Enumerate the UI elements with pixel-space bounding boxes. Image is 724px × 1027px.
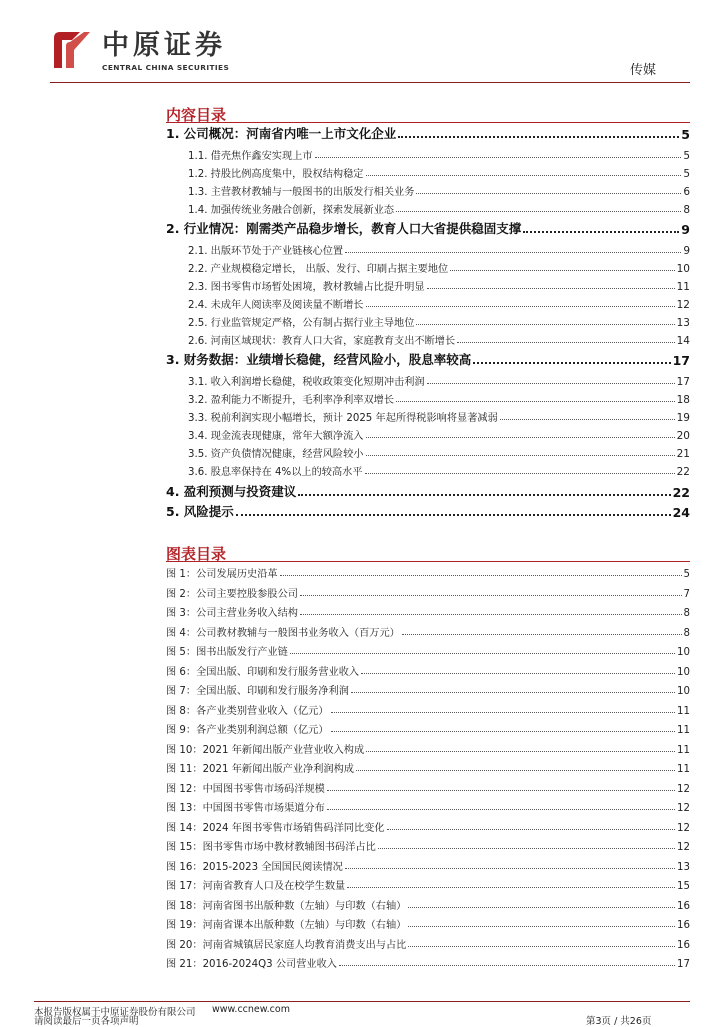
toc-title: 内容目录 (166, 106, 227, 124)
toc-leader-dots (396, 401, 675, 402)
toc-leader-dots (473, 362, 670, 364)
figure-entry-page: 11 (677, 725, 690, 736)
toc-entry-label: 3.5. 资产负债情况健康，经营风险较小 (188, 449, 364, 460)
toc-entry-label: 3.3. 税前利润实现小幅增长，预计 2025 年起所得税影响将显著减弱 (188, 413, 498, 424)
footer-disclaimer: 请阅读最后一页各项声明 (34, 1016, 139, 1027)
toc-section-entry[interactable] (188, 147, 690, 162)
figure-leader-dots (351, 692, 675, 693)
figure-entry[interactable] (166, 877, 690, 892)
toc-leader-dots (427, 383, 675, 384)
toc-entry-page: 20 (676, 430, 690, 442)
figure-entry-label: 图 3：公司主营业务收入结构 (166, 608, 298, 619)
figure-entry[interactable] (166, 780, 690, 795)
header-divider (50, 82, 690, 83)
figure-entry[interactable] (166, 721, 690, 736)
toc-chapter-entry[interactable] (166, 502, 690, 520)
figure-leader-dots (402, 634, 682, 635)
figure-leader-dots (408, 926, 675, 927)
figure-entry-page: 12 (677, 784, 690, 795)
figure-entry[interactable] (166, 916, 690, 931)
figure-entry-page: 12 (677, 842, 690, 853)
figure-leader-dots (366, 751, 675, 752)
toc-entry-label: 2. 行业情况：刚需类产品稳步增长，教育人口大省提供稳固支撑 (166, 221, 522, 236)
figure-entry-label: 图 5：图书出版发行产业链 (166, 647, 288, 658)
figure-entry[interactable] (166, 838, 690, 853)
toc-section-entry[interactable] (188, 427, 690, 442)
figure-leader-dots (290, 653, 675, 654)
figure-entry-page: 10 (677, 686, 690, 697)
toc-leader-dots (315, 157, 682, 158)
toc-leader-dots (416, 193, 681, 194)
toc-leader-dots (366, 455, 675, 456)
toc-entry-page: 21 (676, 448, 690, 460)
toc-leader-dots (523, 231, 679, 233)
figure-entry-label: 图 11：2021 年新闻出版产业净利润构成 (166, 764, 354, 775)
toc-entry-page: 5 (681, 127, 690, 142)
toc-leader-dots (427, 288, 675, 289)
toc-leader-dots (450, 270, 674, 271)
figure-leader-dots (300, 595, 682, 596)
toc-section-entry[interactable] (188, 373, 690, 388)
figure-entry-label: 图 15：图书零售市场中教材教辅图书码洋占比 (166, 842, 376, 853)
toc-entry-label: 2.6. 河南区域现状：教育人口大省，家庭教育支出不断增长 (188, 336, 456, 347)
toc-entry-label: 5. 风险提示 (166, 504, 234, 519)
figure-entry-label: 图 18：河南省图书出版种数（左轴）与印数（右轴） (166, 901, 407, 912)
toc-chapter-entry[interactable] (166, 482, 690, 500)
toc-leader-dots (366, 175, 682, 176)
toc-entry-page: 17 (676, 376, 690, 388)
footer-url[interactable]: www.ccnew.com (212, 1004, 290, 1015)
toc-leader-dots (345, 252, 681, 253)
toc-section-entry[interactable] (188, 260, 690, 275)
figure-entry-page: 16 (677, 940, 690, 951)
figure-entry[interactable] (166, 936, 690, 951)
toc-entry-page: 22 (676, 466, 690, 478)
toc-entry-page: 17 (672, 353, 690, 368)
figure-entry-label: 图 20：河南省城镇居民家庭人均教育消费支出与占比 (166, 940, 407, 951)
page-header (0, 0, 724, 85)
figure-entry-label: 图 6：全国出版、印刷和发行服务营业收入 (166, 667, 360, 678)
toc-section-entry[interactable] (188, 445, 690, 460)
toc-entry-page: 6 (683, 186, 690, 198)
toc-entry-label: 2.5. 行业监管规定严格，公有制占据行业主导地位 (188, 318, 415, 329)
figure-entry-page: 8 (683, 628, 690, 639)
company-logo-icon (50, 28, 94, 72)
figure-entry[interactable] (166, 702, 690, 717)
toc-entry-page: 8 (683, 204, 690, 216)
toc-section-entry[interactable] (188, 201, 690, 216)
toc-entry-label: 3.4. 现金流表现健康，常年大额净流入 (188, 431, 364, 442)
toc-section-entry[interactable] (188, 314, 690, 329)
toc-chapter-entry[interactable] (166, 350, 690, 368)
toc-entry-page: 9 (683, 245, 690, 257)
toc-leader-dots (416, 324, 674, 325)
toc-entry-page: 10 (676, 263, 690, 275)
footer-page-number: 第3页 / 共26页 (586, 1016, 652, 1027)
figure-entry-label: 图 7：全国出版、印刷和发行服务净利润 (166, 686, 349, 697)
figure-leader-dots (408, 946, 675, 947)
figure-entry-page: 16 (677, 901, 690, 912)
toc-leader-dots (366, 306, 675, 307)
toc-entry-label: 2.3. 图书零售市场暂处困境，教材教辅占比提升明显 (188, 282, 425, 293)
brand-name: 中原证券 (102, 30, 226, 61)
figure-entry[interactable] (166, 604, 690, 619)
toc-entry-page: 13 (676, 317, 690, 329)
figure-entry-label: 图 12：中国图书零售市场码洋规模 (166, 784, 325, 795)
figure-entry[interactable] (166, 955, 690, 970)
figure-entry-page: 8 (683, 608, 690, 619)
brand-name-english: CENTRAL CHINA SECURITIES (102, 63, 230, 72)
toc-section-entry[interactable] (188, 409, 690, 424)
figure-entry-page: 10 (677, 667, 690, 678)
footer-copyright: 本报告版权属于中原证券股份有限公司 (34, 1007, 196, 1018)
figure-leader-dots (339, 965, 675, 966)
figures-title: 图表目录 (166, 545, 227, 563)
figure-entry-label: 图 14：2024 年图书零售市场销售码洋同比变化 (166, 823, 385, 834)
figure-leader-dots (331, 712, 676, 713)
toc-entry-page: 18 (676, 394, 690, 406)
toc-leader-dots (396, 211, 681, 212)
toc-entry-page: 11 (676, 281, 690, 293)
toc-entry-page: 5 (683, 168, 690, 180)
figure-entry-page: 5 (683, 569, 690, 580)
toc-entry-page: 5 (683, 150, 690, 162)
figure-entry-label: 图 16：2015-2023 全国国民阅读情况 (166, 862, 343, 873)
toc-leader-dots (298, 494, 670, 496)
figure-entry-label: 图 9：各产业类别利润总额（亿元） (166, 725, 329, 736)
toc-chapter-entry[interactable] (166, 219, 690, 237)
toc-entry-label: 2.2. 产业规模稳定增长， 出版、发行、印刷占据主要地位 (188, 264, 449, 275)
figure-entry-label: 图 13：中国图书零售市场渠道分布 (166, 803, 325, 814)
figure-entry[interactable] (166, 858, 690, 873)
toc-leader-dots (398, 136, 679, 138)
footer-divider (34, 1001, 690, 1002)
figure-entry-page: 15 (677, 881, 690, 892)
toc-leader-dots (500, 419, 675, 420)
figure-leader-dots (378, 848, 675, 849)
toc-entry-page: 22 (672, 485, 690, 500)
toc-entry-page: 24 (672, 505, 690, 520)
toc-leader-dots (236, 514, 671, 516)
sector-label: 传媒 (630, 63, 657, 78)
figure-entry-label: 图 10：2021 年新闻出版产业营业收入构成 (166, 745, 365, 756)
toc-section-entry[interactable] (188, 296, 690, 311)
toc-entry-label: 3.1. 收入利润增长稳健，税收政策变化短期冲击利润 (188, 377, 425, 388)
figure-entry-label: 图 17：河南省教育人口及在校学生数量 (166, 881, 346, 892)
figure-leader-dots (356, 770, 675, 771)
toc-entry-label: 1.1. 借壳焦作鑫安实现上市 (188, 151, 313, 162)
figures-title-rule (166, 561, 690, 562)
figure-entry-page: 17 (677, 959, 690, 970)
toc-entry-label: 1.3. 主营教材教辅与一般图书的出版发行相关业务 (188, 187, 415, 198)
toc-entry-label: 1.2. 持股比例高度集中，股权结构稳定 (188, 169, 364, 180)
figure-leader-dots (331, 731, 676, 732)
figure-entry-page: 13 (677, 862, 690, 873)
figure-leader-dots (345, 868, 675, 869)
toc-entry-label: 3.2. 盈利能力不断提升，毛利率净利率双增长 (188, 395, 395, 406)
toc-entry-label: 3. 财务数据：业绩增长稳健，经营风险小，股息率较高 (166, 352, 472, 367)
figure-entry[interactable] (166, 741, 690, 756)
figure-entry[interactable] (166, 663, 690, 678)
figure-leader-dots (327, 790, 675, 791)
figure-leader-dots (347, 887, 675, 888)
figure-entry-page: 12 (677, 823, 690, 834)
figure-entry[interactable] (166, 760, 690, 775)
toc-entry-page: 19 (676, 412, 690, 424)
figure-entry-page: 11 (677, 745, 690, 756)
toc-chapter-entry[interactable] (166, 124, 690, 142)
figure-entry[interactable] (166, 585, 690, 600)
figure-entry-label: 图 2：公司主要控股参股公司 (166, 589, 298, 600)
toc-section-entry[interactable] (188, 332, 690, 347)
toc-title-rule (166, 122, 690, 123)
toc-section-entry[interactable] (188, 242, 690, 257)
figure-entry-label: 图 1：公司发展历史沿革 (166, 569, 278, 580)
toc-section-entry[interactable] (188, 391, 690, 406)
figure-entry[interactable] (166, 682, 690, 697)
toc-leader-dots (457, 342, 674, 343)
figure-entry-page: 16 (677, 920, 690, 931)
figure-entry-page: 11 (677, 706, 690, 717)
figure-entry-page: 11 (677, 764, 690, 775)
figure-entry-page: 10 (677, 647, 690, 658)
toc-entry-label: 2.1. 出版环节处于产业链核心位置 (188, 246, 344, 257)
toc-leader-dots (366, 437, 675, 438)
figure-leader-dots (361, 673, 675, 674)
toc-section-entry[interactable] (188, 165, 690, 180)
figure-leader-dots (300, 614, 682, 615)
toc-entry-label: 4. 盈利预测与投资建议 (166, 484, 297, 499)
toc-entry-page: 14 (676, 335, 690, 347)
toc-section-entry[interactable] (188, 463, 690, 478)
figure-leader-dots (280, 575, 682, 576)
toc-entry-label: 2.4. 未成年人阅读率及阅读量不断增长 (188, 300, 364, 311)
figure-entry-label: 图 4：公司教材教辅与一般图书业务收入（百万元） (166, 628, 400, 639)
toc-entry-page: 12 (676, 299, 690, 311)
figure-entry-page: 12 (677, 803, 690, 814)
figure-entry-page: 7 (683, 589, 690, 600)
figure-entry[interactable] (166, 624, 690, 639)
toc-section-entry[interactable] (188, 183, 690, 198)
toc-entry-label: 3.6. 股息率保持在 4%以上的较高水平 (188, 467, 363, 478)
figure-leader-dots (408, 907, 675, 908)
figure-entry[interactable] (166, 565, 690, 580)
figure-entry[interactable] (166, 643, 690, 658)
figure-leader-dots (327, 809, 675, 810)
figure-entry-label: 图 19：河南省课本出版种数（左轴）与印数（右轴） (166, 920, 407, 931)
toc-leader-dots (365, 473, 675, 474)
toc-section-entry[interactable] (188, 278, 690, 293)
toc-entry-label: 1. 公司概况：河南省内唯一上市文化企业 (166, 126, 397, 141)
figure-entry-label: 图 21：2016-2024Q3 公司营业收入 (166, 959, 337, 970)
figure-entry[interactable] (166, 799, 690, 814)
figure-entry-label: 图 8：各产业类别营业收入（亿元） (166, 706, 329, 717)
figure-entry[interactable] (166, 897, 690, 912)
figure-leader-dots (387, 829, 675, 830)
toc-entry-label: 1.4. 加强传统业务融合创新，探索发展新业态 (188, 205, 395, 216)
figure-entry[interactable] (166, 819, 690, 834)
toc-entry-page: 9 (681, 222, 690, 237)
